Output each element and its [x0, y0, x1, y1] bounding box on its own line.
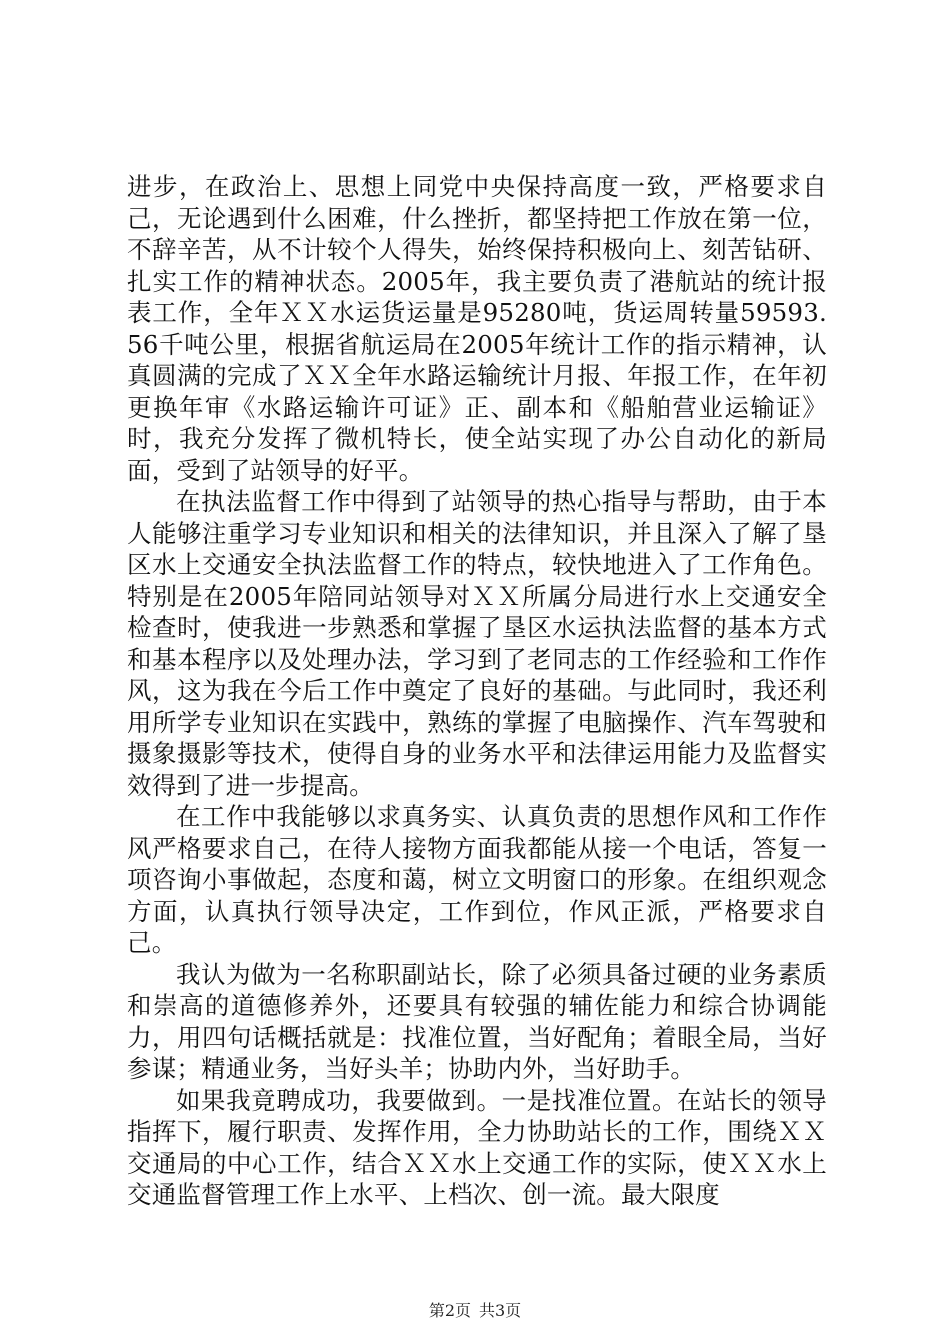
page-total: 共3页: [479, 1301, 522, 1320]
page-number: 第2页: [428, 1301, 471, 1320]
paragraph-3: 在工作中我能够以求真务实、认真负责的思想作风和工作作风严格要求自己，在待人接物方面我都能从接一个电话，答复一项咨询小事做起，态度和蔼，树立文明窗口的形象。在组织观念方面，认真执行领导决定，工作到位，作风正派，严格要求自己。: [127, 802, 827, 957]
paragraph-5: 如果我竟聘成功，我要做到。一是找准位置。在站长的领导指挥下，履行职责、发挥作用，全力协助站长的工作，围绕ＸＸ交通局的中心工作，结合ＸＸ水上交通工作的实际，使ＸＸ水上交通监督管理工作上水平、上档次、创一流。最大限度: [127, 1085, 827, 1209]
paragraph-1: 进步，在政治上、思想上同党中央保持高度一致，严格要求自己，无论遇到什么困难，什么挫折，都坚持把工作放在第一位，不辞辛苦，从不计较个人得失，始终保持积极向上、刻苦钻研、扎实工作的精神状态。2005年，我主要负责了港航站的统计报表工作，全年ＸＸ水运货运量是95280吨，货运周转量59593.56千吨公里，根据省航运局在2005年统计工作的指示精神，认真圆满的完成了ＸＸ全年水路运输统计月报、年报工作，在年初更换年审《水路运输许可证》正、副本和《船舶营业运输证》时，我充分发挥了微机特长，使全站实现了办公自动化的新局面，受到了站领导的好平。: [127, 172, 827, 485]
paragraph-4: 我认为做为一名称职副站长，除了必须具备过硬的业务素质和崇高的道德修养外，还要具有较强的辅佐能力和综合协调能力，用四句话概括就是：找准位置，当好配角；着眼全局，当好参谋；精通业务，当好头羊；协助内外，当好助手。: [127, 959, 827, 1083]
document-body: [127, 171, 827, 1211]
paragraph-2: 在执法监督工作中得到了站领导的热心指导与帮助，由于本人能够注重学习专业知识和相关的法律知识，并且深入了解了垦区水上交通安全执法监督工作的特点，较快地进入了工作角色。特别是在2005年陪同站领导对ＸＸ所属分局进行水上交通安全检查时，使我进一步熟悉和掌握了垦区水运执法监督的基本方式和基本程序以及处理办法，学习到了老同志的工作经验和工作作风，这为我在今后工作中奠定了良好的基础。与此同时，我还利用所学专业知识在实践中，熟练的掌握了电脑操作、汽车驾驶和摄象摄影等技术，使得自身的业务水平和法律运用能力及监督实效得到了进一步提高。: [127, 487, 827, 800]
page-footer: [0, 1298, 950, 1321]
